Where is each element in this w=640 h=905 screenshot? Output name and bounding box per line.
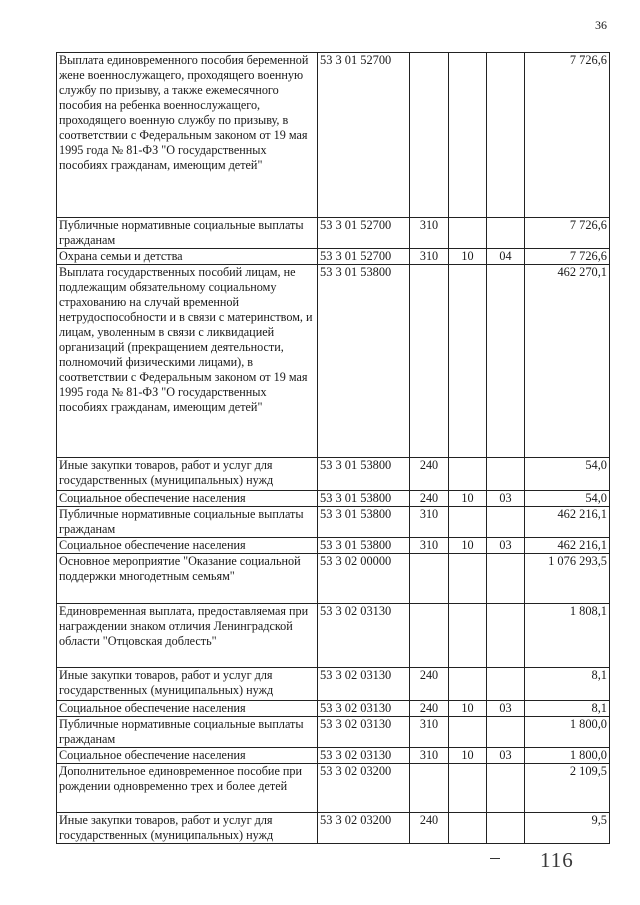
row-vr: 240 bbox=[410, 458, 449, 491]
row-sum: 7 726,6 bbox=[525, 249, 610, 265]
table-row bbox=[57, 265, 610, 458]
row-vr: 240 bbox=[410, 668, 449, 701]
row-code: 53 3 01 53800 bbox=[318, 491, 410, 507]
row-vr: 310 bbox=[410, 507, 449, 538]
row-code: 53 3 02 03200 bbox=[318, 764, 410, 813]
row-rz bbox=[449, 218, 487, 249]
row-pr: 03 bbox=[487, 538, 525, 554]
row-code: 53 3 01 53800 bbox=[318, 507, 410, 538]
row-code: 53 3 02 03130 bbox=[318, 748, 410, 764]
row-vr bbox=[410, 604, 449, 668]
row-pr: 03 bbox=[487, 701, 525, 717]
row-sum: 1 808,1 bbox=[525, 604, 610, 668]
row-code: 53 3 01 53800 bbox=[318, 265, 410, 458]
row-pr: 03 bbox=[487, 748, 525, 764]
row-sum: 1 076 293,5 bbox=[525, 554, 610, 604]
row-name: Охрана семьи и детства bbox=[57, 249, 318, 265]
row-pr bbox=[487, 53, 525, 218]
row-name: Публичные нормативные социальные выплаты гражданам bbox=[57, 717, 318, 748]
row-name: Выплата единовременного пособия беременной жене военнослужащего, проходящего военную службу по призыву, а также ежемесячного пособия на ребенка военнослужащего, проходящего военную службу по призыву, в соответствии с Федеральным законом от 19 мая 1995 года № 81-ФЗ "О государственных пособиях гражданам, имеющим детей" bbox=[57, 53, 318, 218]
row-vr: 240 bbox=[410, 491, 449, 507]
table-row bbox=[57, 218, 610, 249]
row-sum: 462 216,1 bbox=[525, 507, 610, 538]
row-sum: 54,0 bbox=[525, 458, 610, 491]
row-sum: 54,0 bbox=[525, 491, 610, 507]
row-sum: 8,1 bbox=[525, 668, 610, 701]
row-sum: 462 270,1 bbox=[525, 265, 610, 458]
row-vr: 240 bbox=[410, 813, 449, 844]
row-sum: 1 800,0 bbox=[525, 717, 610, 748]
row-name: Выплата государственных пособий лицам, не подлежащим обязательному социальному страхованию на случай временной нетрудоспособности и в связи с материнством, и лицам, уволенным в связи с ликвидацией организаций (прекращением деятельности, полномочий физическими лицами), в соответствии с Федеральным законом от 19 мая 1995 года № 81-ФЗ "О государственных пособиях гражданам, имеющим детей" bbox=[57, 265, 318, 458]
row-code: 53 3 02 03130 bbox=[318, 701, 410, 717]
table-row bbox=[57, 668, 610, 701]
row-rz: 10 bbox=[449, 538, 487, 554]
row-name: Единовременная выплата, предоставляемая при награждении знаком отличия Ленинградской области "Отцовская доблесть" bbox=[57, 604, 318, 668]
table-row bbox=[57, 538, 610, 554]
page-number: 36 bbox=[595, 18, 607, 32]
row-sum: 1 800,0 bbox=[525, 748, 610, 764]
row-name: Социальное обеспечение населения bbox=[57, 748, 318, 764]
row-pr bbox=[487, 218, 525, 249]
dash-mark bbox=[490, 858, 500, 859]
row-name: Иные закупки товаров, работ и услуг для государственных (муниципальных) нужд bbox=[57, 668, 318, 701]
row-pr: 03 bbox=[487, 491, 525, 507]
row-name: Публичные нормативные социальные выплаты гражданам bbox=[57, 507, 318, 538]
row-rz bbox=[449, 507, 487, 538]
page-stamp: 116 bbox=[540, 848, 574, 872]
row-code: 53 3 01 52700 bbox=[318, 53, 410, 218]
row-name: Дополнительное единовременное пособие при рождении одновременно трех и более детей bbox=[57, 764, 318, 813]
row-pr bbox=[487, 604, 525, 668]
row-sum: 462 216,1 bbox=[525, 538, 610, 554]
row-code: 53 3 01 52700 bbox=[318, 218, 410, 249]
row-code: 53 3 02 03130 bbox=[318, 717, 410, 748]
row-rz bbox=[449, 265, 487, 458]
row-pr bbox=[487, 813, 525, 844]
row-pr bbox=[487, 458, 525, 491]
table-row bbox=[57, 249, 610, 265]
row-code: 53 3 02 03130 bbox=[318, 668, 410, 701]
row-rz bbox=[449, 554, 487, 604]
row-pr bbox=[487, 717, 525, 748]
table-row bbox=[57, 813, 610, 844]
row-sum: 8,1 bbox=[525, 701, 610, 717]
row-rz bbox=[449, 668, 487, 701]
row-name: Публичные нормативные социальные выплаты гражданам bbox=[57, 218, 318, 249]
row-name: Социальное обеспечение населения bbox=[57, 538, 318, 554]
row-rz bbox=[449, 53, 487, 218]
row-code: 53 3 01 53800 bbox=[318, 538, 410, 554]
row-vr bbox=[410, 53, 449, 218]
row-vr bbox=[410, 554, 449, 604]
row-rz bbox=[449, 764, 487, 813]
row-sum: 9,5 bbox=[525, 813, 610, 844]
row-rz bbox=[449, 458, 487, 491]
row-rz: 10 bbox=[449, 748, 487, 764]
row-name: Социальное обеспечение населения bbox=[57, 491, 318, 507]
row-vr: 240 bbox=[410, 701, 449, 717]
row-code: 53 3 02 03200 bbox=[318, 813, 410, 844]
row-rz bbox=[449, 813, 487, 844]
table-row bbox=[57, 701, 610, 717]
budget-table bbox=[56, 52, 610, 844]
table-row bbox=[57, 554, 610, 604]
row-vr: 310 bbox=[410, 218, 449, 249]
table-row bbox=[57, 604, 610, 668]
row-pr bbox=[487, 265, 525, 458]
row-pr bbox=[487, 764, 525, 813]
row-vr: 310 bbox=[410, 748, 449, 764]
row-name: Иные закупки товаров, работ и услуг для государственных (муниципальных) нужд bbox=[57, 813, 318, 844]
row-vr: 310 bbox=[410, 538, 449, 554]
table-row bbox=[57, 717, 610, 748]
table-row bbox=[57, 458, 610, 491]
row-sum: 7 726,6 bbox=[525, 53, 610, 218]
row-name: Иные закупки товаров, работ и услуг для государственных (муниципальных) нужд bbox=[57, 458, 318, 491]
row-rz: 10 bbox=[449, 491, 487, 507]
row-pr bbox=[487, 554, 525, 604]
row-code: 53 3 01 52700 bbox=[318, 249, 410, 265]
row-pr bbox=[487, 507, 525, 538]
row-code: 53 3 01 53800 bbox=[318, 458, 410, 491]
row-vr bbox=[410, 265, 449, 458]
row-vr: 310 bbox=[410, 249, 449, 265]
table-row bbox=[57, 748, 610, 764]
row-rz bbox=[449, 717, 487, 748]
row-name: Основное мероприятие "Оказание социальной поддержки многодетным семьям" bbox=[57, 554, 318, 604]
row-code: 53 3 02 00000 bbox=[318, 554, 410, 604]
row-sum: 7 726,6 bbox=[525, 218, 610, 249]
table-row bbox=[57, 491, 610, 507]
table-row bbox=[57, 507, 610, 538]
row-code: 53 3 02 03130 bbox=[318, 604, 410, 668]
row-rz: 10 bbox=[449, 701, 487, 717]
row-rz bbox=[449, 604, 487, 668]
table-row bbox=[57, 53, 610, 218]
row-vr bbox=[410, 764, 449, 813]
row-pr: 04 bbox=[487, 249, 525, 265]
table-row bbox=[57, 764, 610, 813]
row-name: Социальное обеспечение населения bbox=[57, 701, 318, 717]
row-vr: 310 bbox=[410, 717, 449, 748]
row-pr bbox=[487, 668, 525, 701]
row-rz: 10 bbox=[449, 249, 487, 265]
row-sum: 2 109,5 bbox=[525, 764, 610, 813]
